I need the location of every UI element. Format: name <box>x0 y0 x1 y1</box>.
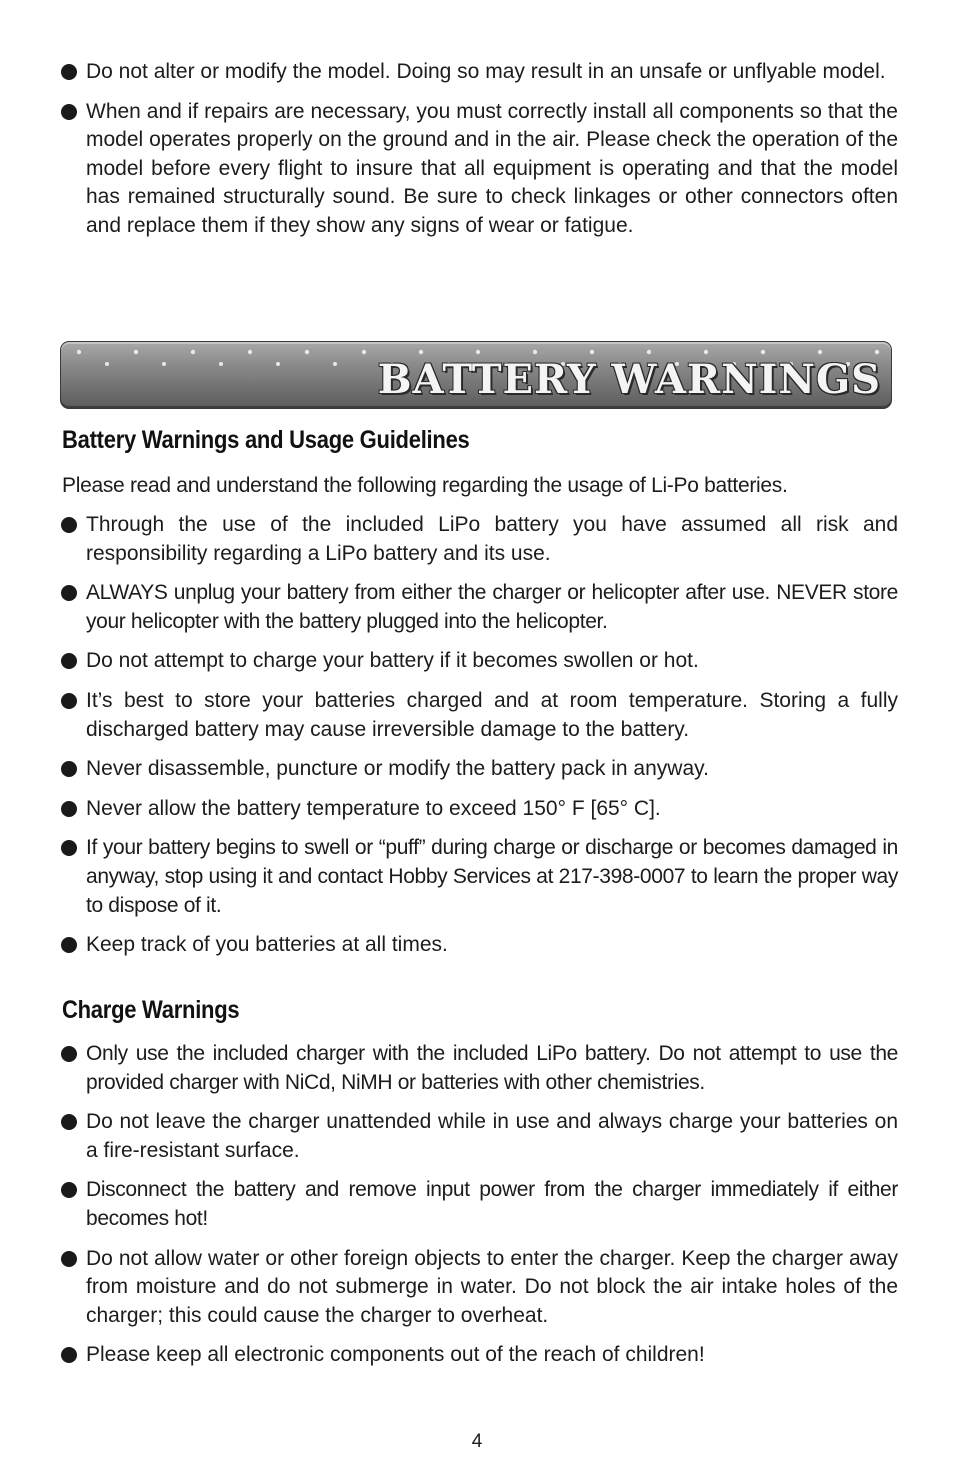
bullet-text: Do not leave the charger unattended while in use and always charge your batteries on a fire-resistant surface. <box>86 1110 898 1162</box>
battery-section-heading: Battery Warnings and Usage Guidelines <box>62 426 470 454</box>
bullet-dot-icon <box>61 761 77 777</box>
bullet-text: Do not attempt to charge your battery if it becomes swollen or hot. <box>86 649 699 673</box>
bullet-text: ALWAYS unplug your battery from either the charger or helicopter after use. NEVER store your helicopter with the battery plugged into the helicopter. <box>86 581 898 633</box>
bullet-dot-icon <box>61 1046 77 1062</box>
top-bullet-list <box>58 58 898 252</box>
bullet-text: Never allow the battery temperature to exceed 150° F [65° C]. <box>86 796 661 820</box>
bullet-dot-icon <box>61 1114 77 1130</box>
bullet-dot-icon <box>61 517 77 533</box>
list-item <box>58 687 898 744</box>
list-item <box>58 98 898 241</box>
bullet-text: It’s best to store your batteries charged and at room temperature. Storing a fully discharged battery may cause irreversible damage to the battery. <box>86 688 898 741</box>
list-item <box>58 1341 898 1370</box>
list-item <box>58 834 898 920</box>
bullet-dot-icon <box>61 693 77 709</box>
bullet-text: When and if repairs are necessary, you must correctly install all components so that the model operates properly on the ground and in the air. Please check the operation of the model before every flight to insure that all equipment is operating and that the model has remained structurally sound. Be sure to check linkages or other connectors often and replace them if they show any signs of wear or fatigue. <box>86 99 898 237</box>
bullet-text: Keep track of you batteries at all times. <box>86 933 448 957</box>
battery-warnings-banner <box>60 341 892 409</box>
bullet-dot-icon <box>61 585 77 601</box>
battery-section-intro: Please read and understand the following regarding the usage of Li-Po batteries. <box>62 474 788 497</box>
bullet-dot-icon <box>61 1182 77 1198</box>
list-item <box>58 795 898 824</box>
list-item <box>58 58 898 87</box>
list-item <box>58 647 898 676</box>
list-item <box>58 1108 898 1165</box>
charge-bullet-list <box>58 1040 898 1381</box>
bullet-dot-icon <box>61 840 77 856</box>
list-item <box>58 1245 898 1331</box>
bullet-dot-icon <box>61 653 77 669</box>
bullet-text: Through the use of the included LiPo battery you have assumed all risk and responsibility regarding a LiPo battery and its use. <box>86 513 898 565</box>
battery-bullet-list <box>58 511 898 971</box>
banner-title: BATTERY WARNINGS <box>377 356 881 403</box>
bullet-dot-icon <box>61 104 77 120</box>
bullet-text: Do not alter or modify the model. Doing so may result in an unsafe or unflyable model. <box>86 60 886 83</box>
charge-section-heading: Charge Warnings <box>62 996 240 1024</box>
bullet-text: If your battery begins to swell or “puff” during charge or discharge or becomes damaged in anyway, stop using it and contact Hobby Services at 217-398-0007 to learn the proper way to dispose of it. <box>86 836 898 917</box>
bullet-text: Disconnect the battery and remove input power from the charger immediately if either becomes hot! <box>86 1178 898 1230</box>
bullet-text: Only use the included charger with the included LiPo battery. Do not attempt to use the provided charger with NiCd, NiMH or batteries with other chemistries. <box>86 1042 898 1094</box>
bullet-dot-icon <box>61 937 77 953</box>
list-item <box>58 1176 898 1233</box>
list-item <box>58 755 898 784</box>
list-item <box>58 579 898 636</box>
bullet-text: Never disassemble, puncture or modify the battery pack in anyway. <box>86 757 709 781</box>
bullet-dot-icon <box>61 64 77 80</box>
list-item <box>58 511 898 568</box>
list-item <box>58 931 898 960</box>
bullet-text: Please keep all electronic components out of the reach of children! <box>86 1343 705 1367</box>
page-number: 4 <box>471 1431 483 1452</box>
bullet-dot-icon <box>61 801 77 817</box>
list-item <box>58 1040 898 1097</box>
bullet-text: Do not allow water or other foreign objects to enter the charger. Keep the charger away from moisture and do not submerge in water. Do not block the air intake holes of the charger; this could cause the charger to overheat. <box>86 1246 898 1327</box>
bullet-dot-icon <box>61 1251 77 1267</box>
bullet-dot-icon <box>61 1347 77 1363</box>
